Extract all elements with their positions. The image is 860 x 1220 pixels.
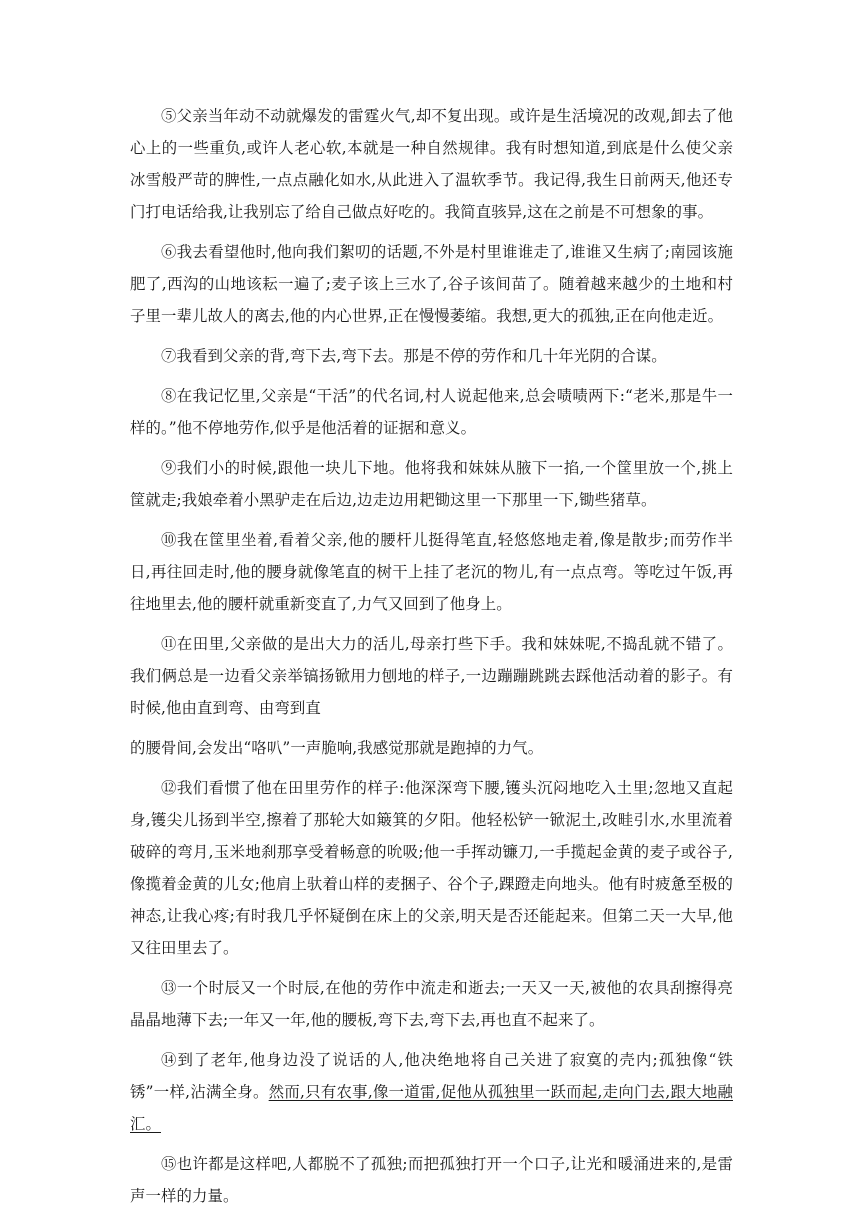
paragraph-11-continuation <box>130 732 733 764</box>
paragraph-10 <box>130 524 733 620</box>
paragraph-number: ⑬ <box>161 979 177 997</box>
paragraph-text: 的腰骨间,会发出“咯叭”一声脆响,我感觉那就是跑掉的力气。 <box>130 739 544 757</box>
paragraph-text: 在田里,父亲做的是出大力的活儿,母亲打些下手。我和妹妹呢,不捣乱就不错了。我们俩总是一边看父亲举镐扬锨用力刨地的样子,一边蹦蹦跳跳去踩他活动着的影子。有时候,他由直到弯、由弯到直 <box>130 635 733 717</box>
paragraph-12 <box>130 772 733 964</box>
paragraph-text: 我去看望他时,他向我们絮叨的话题,不外是村里谁谁走了,谁谁又生病了;南园该施肥了,西沟的山地该耘一遍了;麦子该上三水了,谷子该间苗了。随着越来越少的土地和村子里一辈儿故人的离去,他的内心世界,正在慢慢萎缩。我想,更大的孤独,正在向他走近。 <box>130 243 733 325</box>
paragraph-number: ⑮ <box>161 1155 177 1173</box>
paragraph-7 <box>130 340 733 372</box>
paragraph-number: ⑨ <box>161 459 177 477</box>
paragraph-text: 父亲当年动不动就爆发的雷霆火气,却不复出现。或许是生活境况的改观,卸去了他心上的一些重负,或许人老心软,本就是一种自然规律。我有时想知道,到底是什么使父亲冰雪般严苛的脾性,一点点融化如水,从此进入了温软季节。我记得,我生日前两天,他还专门打电话给我,让我别忘了给自己做点好吃的。我简直骇异,这在之前是不可想象的事。 <box>130 107 733 221</box>
paragraph-14 <box>130 1044 733 1140</box>
paragraph-6 <box>130 236 733 332</box>
paragraph-13 <box>130 972 733 1036</box>
paragraph-8 <box>130 380 733 444</box>
paragraph-5 <box>130 100 733 228</box>
paragraph-number: ⑧ <box>161 387 177 405</box>
paragraph-text: 我在筐里坐着,看着父亲,他的腰杆儿挺得笔直,轻悠悠地走着,像是散步;而劳作半日,再往回走时,他的腰身就像笔直的树干上挂了老沉的物儿,有一点点弯。等吃过午饭,再往地里去,他的腰杆就重新变直了,力气又回到了他身上。 <box>130 531 733 613</box>
paragraph-text: 到了老年,他身边没了说话的人,他决绝地将自己关进了寂寞的壳内;孤独像“铁锈”一样,沾满全身。 <box>130 1051 733 1101</box>
paragraph-number: ⑩ <box>161 531 178 549</box>
paragraph-text: 一个时辰又一个时辰,在他的劳作中流走和逝去;一天又一天,被他的农具刮擦得亮晶晶地薄下去;一年又一年,他的腰板,弯下去,弯下去,再也直不起来了。 <box>130 979 733 1029</box>
paragraph-11 <box>130 628 733 724</box>
paragraph-text: 我看到父亲的背,弯下去,弯下去。那是不停的劳作和几十年光阴的合谋。 <box>176 347 667 365</box>
paragraph-number: ⑤ <box>161 107 177 125</box>
paragraph-15 <box>130 1148 733 1212</box>
document-page <box>130 100 733 1220</box>
paragraph-text: 我们看惯了他在田里劳作的样子:他深深弯下腰,镬头沉闷地吃入土里;忽地又直起身,镬尖儿扬到半空,擦着了那轮大如簸箕的夕阳。他轻松铲一锨泥土,改畦引水,水里流着破碎的弯月,玉米地刹那享受着畅意的吮吸;他一手挥动镰刀,一手揽起金黄的麦子或谷子,像揽着金黄的儿女;他肩上驮着山样的麦捆子、谷个子,踝蹬走向地头。他有时疲惫至极的神态,让我心疼;有时我几乎怀疑倒在床上的父亲,明天是否还能起来。但第二天一大早,他又往田里去了。 <box>130 779 733 957</box>
paragraph-text: 我们小的时候,跟他一块儿下地。他将我和妹妹从腋下一掐,一个筐里放一个,挑上筐就走;我娘牵着小黑驴走在后边,边走边用耙锄这里一下那里一下,锄些猪草。 <box>130 459 733 509</box>
paragraph-number: ⑥ <box>161 243 177 261</box>
underlined-sentence: 然而,只有农事,像一道雷,促他从孤独里一跃而起,走向门去,跟大地融汇。 <box>130 1083 733 1133</box>
paragraph-text: 也许都是这样吧,人都脱不了孤独;而把孤独打开一个口子,让光和暖涌进来的,是雷声一样的力量。 <box>130 1155 733 1205</box>
paragraph-text: 在我记忆里,父亲是“干活”的代名词,村人说起他来,总会啧啧两下:“老米,那是牛一样的。”他不停地劳作,似乎是他活着的证据和意义。 <box>130 387 733 437</box>
paragraph-number: ⑪ <box>161 635 177 653</box>
paragraph-number: ⑫ <box>161 779 177 797</box>
paragraph-number: ⑭ <box>161 1051 178 1069</box>
paragraph-number: ⑦ <box>161 347 177 365</box>
paragraph-9 <box>130 452 733 516</box>
